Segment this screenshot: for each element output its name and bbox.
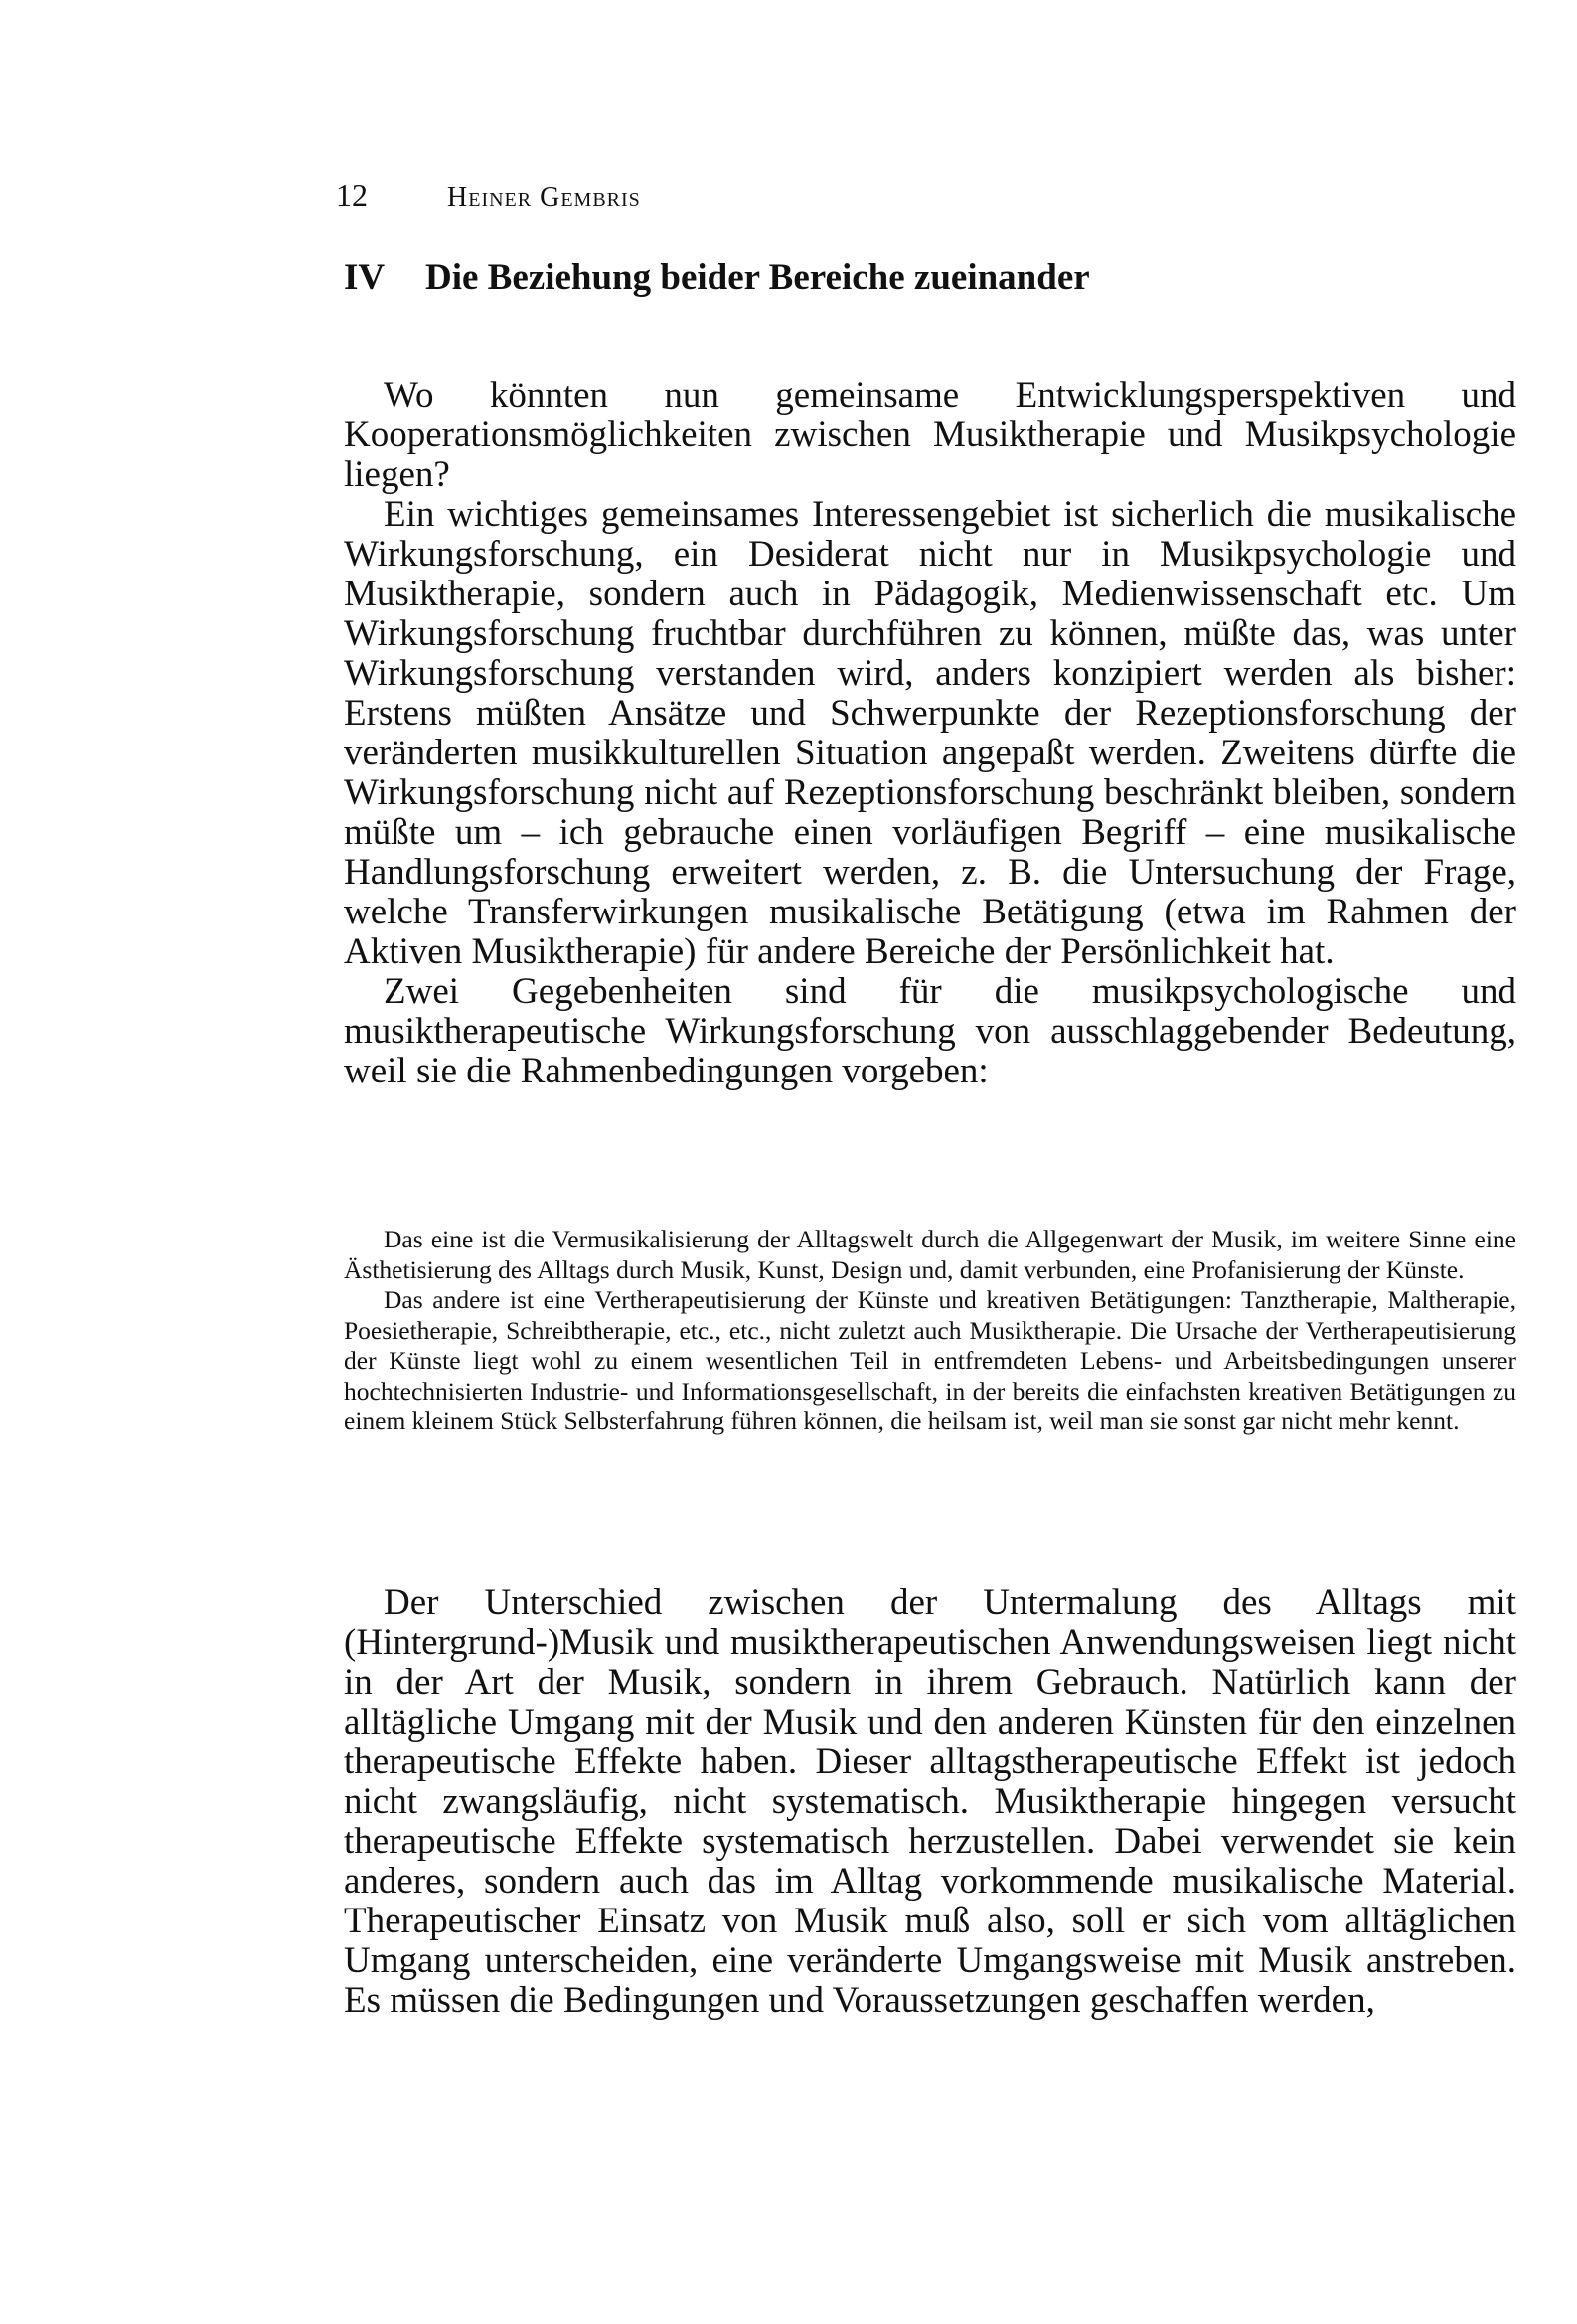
section-number: IV bbox=[344, 257, 386, 298]
body-text-block bbox=[344, 376, 1516, 1091]
section-title: Die Beziehung beider Bereiche zueinander bbox=[425, 257, 1090, 298]
running-head-author: Heiner Gembris bbox=[447, 182, 641, 213]
body-paragraph: Wo könnten nun gemeinsame Entwicklungsperspektiven und Kooperationsmöglichkeiten zwischen Musiktherapie und Musikpsychologie liegen? bbox=[344, 375, 1516, 495]
body-paragraph: Der Unterschied zwischen der Untermalung des Alltags mit (Hintergrund-)Musik und musiktherapeutischen Anwendungsweisen liegt nicht in der Art der Musik, sondern in ihrem Gebrauch. Natürlich kann der alltägliche Umgang mit der Musik und den anderen Künsten für den einzelnen therapeutische Effekte haben. Dieser alltagstherapeutische Effekt ist jedoch nicht zwangsläufig, nicht systematisch. Musiktherapie hingegen versucht therapeutische Effekte systematisch herzustellen. Dabei verwendet sie kein anderes, sondern auch das im Alltag vorkommende musikalische Material. Therapeutischer Einsatz von Musik muß also, soll er sich vom alltäglichen Umgang unterscheiden, eine veränderte Umgangsweise mit Musik anstreben. Es müssen die Bedingungen und Voraussetzungen geschaffen werden, bbox=[344, 1582, 1516, 2021]
body-paragraph: Zwei Gegebenheiten sind für die musikpsychologische und musiktherapeutische Wirkungsforschung von ausschlaggebender Bedeutung, weil sie die Rahmenbedingungen vorgeben: bbox=[344, 971, 1516, 1091]
section-heading bbox=[344, 253, 1090, 303]
quote-paragraph: Das andere ist eine Vertherapeutisierung der Künste und kreativen Betätigungen: Tanztherapie, Maltherapie, Poesietherapie, Schreibtherapie, etc., etc., nicht zuletzt auch Musiktherapie. Die Ursache der Vertherapeutisierung der Künste liegt wohl zu einem wesentlichen Teil in entfremdeten Lebens- und Arbeitsbedingungen unserer hochtechnisierten Industrie- und Informationsgesellschaft, in der bereits die einfachsten kreativen Betätigungen zu einem kleinem Stück Selbsterfahrung führen können, die heilsam ist, weil man sie sonst gar nicht mehr kennt. bbox=[344, 1285, 1516, 1435]
closing-text-block bbox=[344, 1583, 1516, 2021]
page-number: 12 bbox=[336, 177, 368, 213]
body-paragraph: Ein wichtiges gemeinsames Interessengebiet ist sicherlich die musikalische Wirkungsforschung, ein Desiderat nicht nur in Musikpsychologie und Musiktherapie, sondern auch in Pädagogik, Medienwissenschaft etc. Um Wirkungsforschung fruchtbar durchführen zu können, müßte das, was unter Wirkungsforschung verstanden wird, anders konzipiert werden als bisher: Erstens müßten Ansätze und Schwerpunkte der Rezeptionsforschung der veränderten musikkulturellen Situation angepaßt werden. Zweitens dürfte die Wirkungsforschung nicht auf Rezeptionsforschung beschränkt bleiben, sondern müßte um – ich gebrauche einen vorläufigen Begriff – eine musikalische Handlungsforschung erweitert werden, z. B. die Untersuchung der Frage, welche Transferwirkungen musikalische Betätigung (etwa im Rahmen der Aktiven Musiktherapie) für andere Bereiche der Persönlichkeit hat. bbox=[344, 494, 1516, 972]
quote-paragraph: Das eine ist die Vermusikalisierung der Alltagswelt durch die Allgegenwart der Musik, im weitere Sinne eine Ästhetisierung des Alltags durch Musik, Kunst, Design und, damit verbunden, eine Profanisierung der Künste. bbox=[344, 1225, 1516, 1284]
running-head bbox=[336, 175, 1230, 218]
block-quote bbox=[344, 1225, 1516, 1437]
